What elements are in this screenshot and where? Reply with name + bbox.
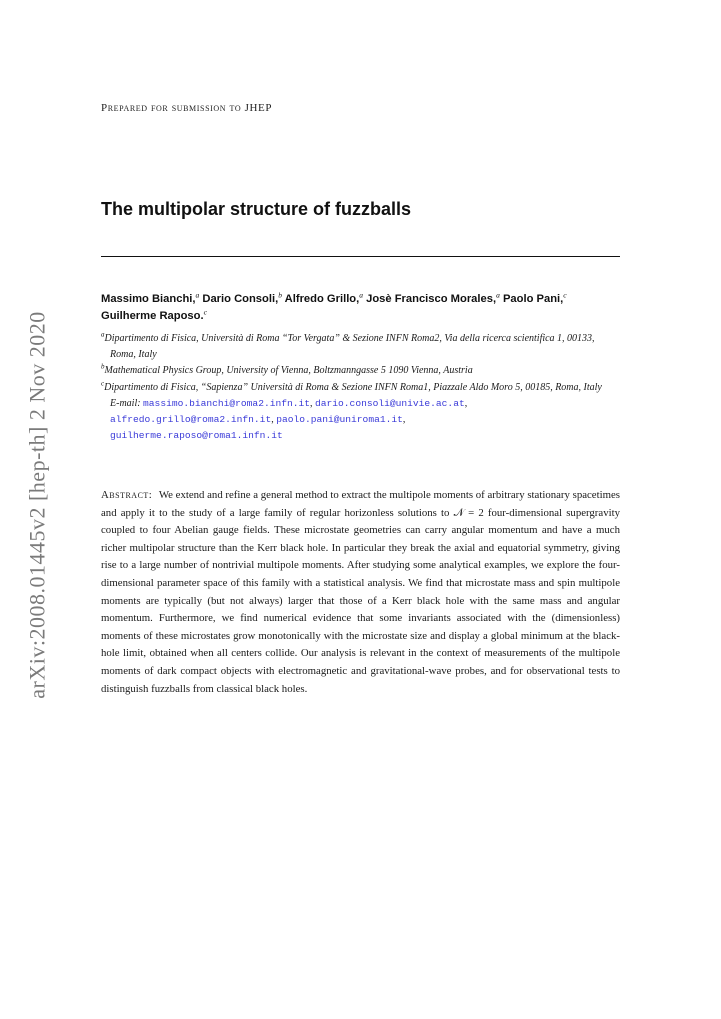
author: Massimo Bianchi,$^a$ <box>101 290 200 305</box>
email-link[interactable]: guilherme.raposo@roma1.infn.it <box>110 430 283 442</box>
author: Dario Consoli,$^b$ <box>202 290 282 305</box>
email-link[interactable]: massimo.bianchi@roma2.infn.it <box>143 397 311 409</box>
title-rule <box>101 256 620 257</box>
email-link[interactable]: alfredo.grillo@roma2.infn.it <box>110 414 272 426</box>
author: Josè Francisco Morales,$^a$ <box>366 290 500 305</box>
email-link[interactable]: paolo.pani@uniroma1.it <box>276 414 403 426</box>
affiliation-c: $^c$Dipartimento di Fisica, “Sapienza” Università di Roma & Sezione INFN Roma1, Piazzale Aldo Moro 5, 00185, Roma, Italy <box>101 379 602 393</box>
arxiv-id: arXiv:2008.01445v2 [hep-th] 2 Nov 2020 <box>25 311 51 699</box>
arxiv-stamp <box>18 311 58 699</box>
affiliation-b: $^b$Mathematical Physics Group, University of Vienna, Boltzmanngasse 5 1090 Vienna, Austria <box>101 363 473 377</box>
affiliation-a: $^a$Dipartimento di Fisica, Università di Roma “Tor Vergata” & Sezione INFN Roma2, Via della ricerca scientifica 1, 00133, Roma, Italy <box>101 330 595 361</box>
email-label: E-mail: <box>110 397 141 409</box>
author: Guilherme Raposo.$^c$ <box>101 307 207 322</box>
paper-title: The multipolar structure of fuzzballs <box>101 199 412 219</box>
submission-note: Prepared for submission to JHEP <box>101 102 273 114</box>
email-block: E-mail: massimo.bianchi@roma2.infn.it, dario.consoli@univie.ac.at, alfredo.grillo@roma2.infn.it, paolo.pani@uniroma1.it, guilherme.raposo@roma1.infn.it <box>110 397 468 442</box>
abstract-label: Abstract: <box>101 489 153 501</box>
author: Paolo Pani,$^c$ <box>502 290 567 305</box>
abstract <box>101 487 620 698</box>
email-link[interactable]: dario.consoli@univie.ac.at <box>315 397 465 409</box>
author: Alfredo Grillo,$^a$ <box>284 290 363 305</box>
abstract-text: We extend and refine a general method to extract the multipole moments of arbitrary stationary spacetimes and apply it to the study of a large family of regular horizonless solutions to 𝒩 = 2 four-dimensional supergravity coupled to four Abelian gauge fields. These microstate geometries can carry angular momentum and have a much richer multipolar structure than the Kerr black hole. In particular they break the axial and equatorial symmetry, giving rise to a large number of nontrivial multipole moments. After studying some analytical examples, we explore the four-dimensional parameter space of this family with a statistical analysis. We find that microstate mass and spin multipole moments are typically (but not always) larger that those of a Kerr black hole with the same mass and angular momentum. Furthermore, we find numerical evidence that some invariants associated with the (dimensionless) moments of these microstates grow monotonically with the microstate size and display a global minimum at the black-hole limit, obtained when all centers collide. Our analysis is relevant in the context of measurements of the multipole moments of dark compact objects with electromagnetic and gravitational-wave probes, and for observational tests to distinguish fuzzballs from classical black holes. <box>101 489 620 695</box>
affiliations <box>101 331 620 444</box>
author-list <box>101 291 620 325</box>
